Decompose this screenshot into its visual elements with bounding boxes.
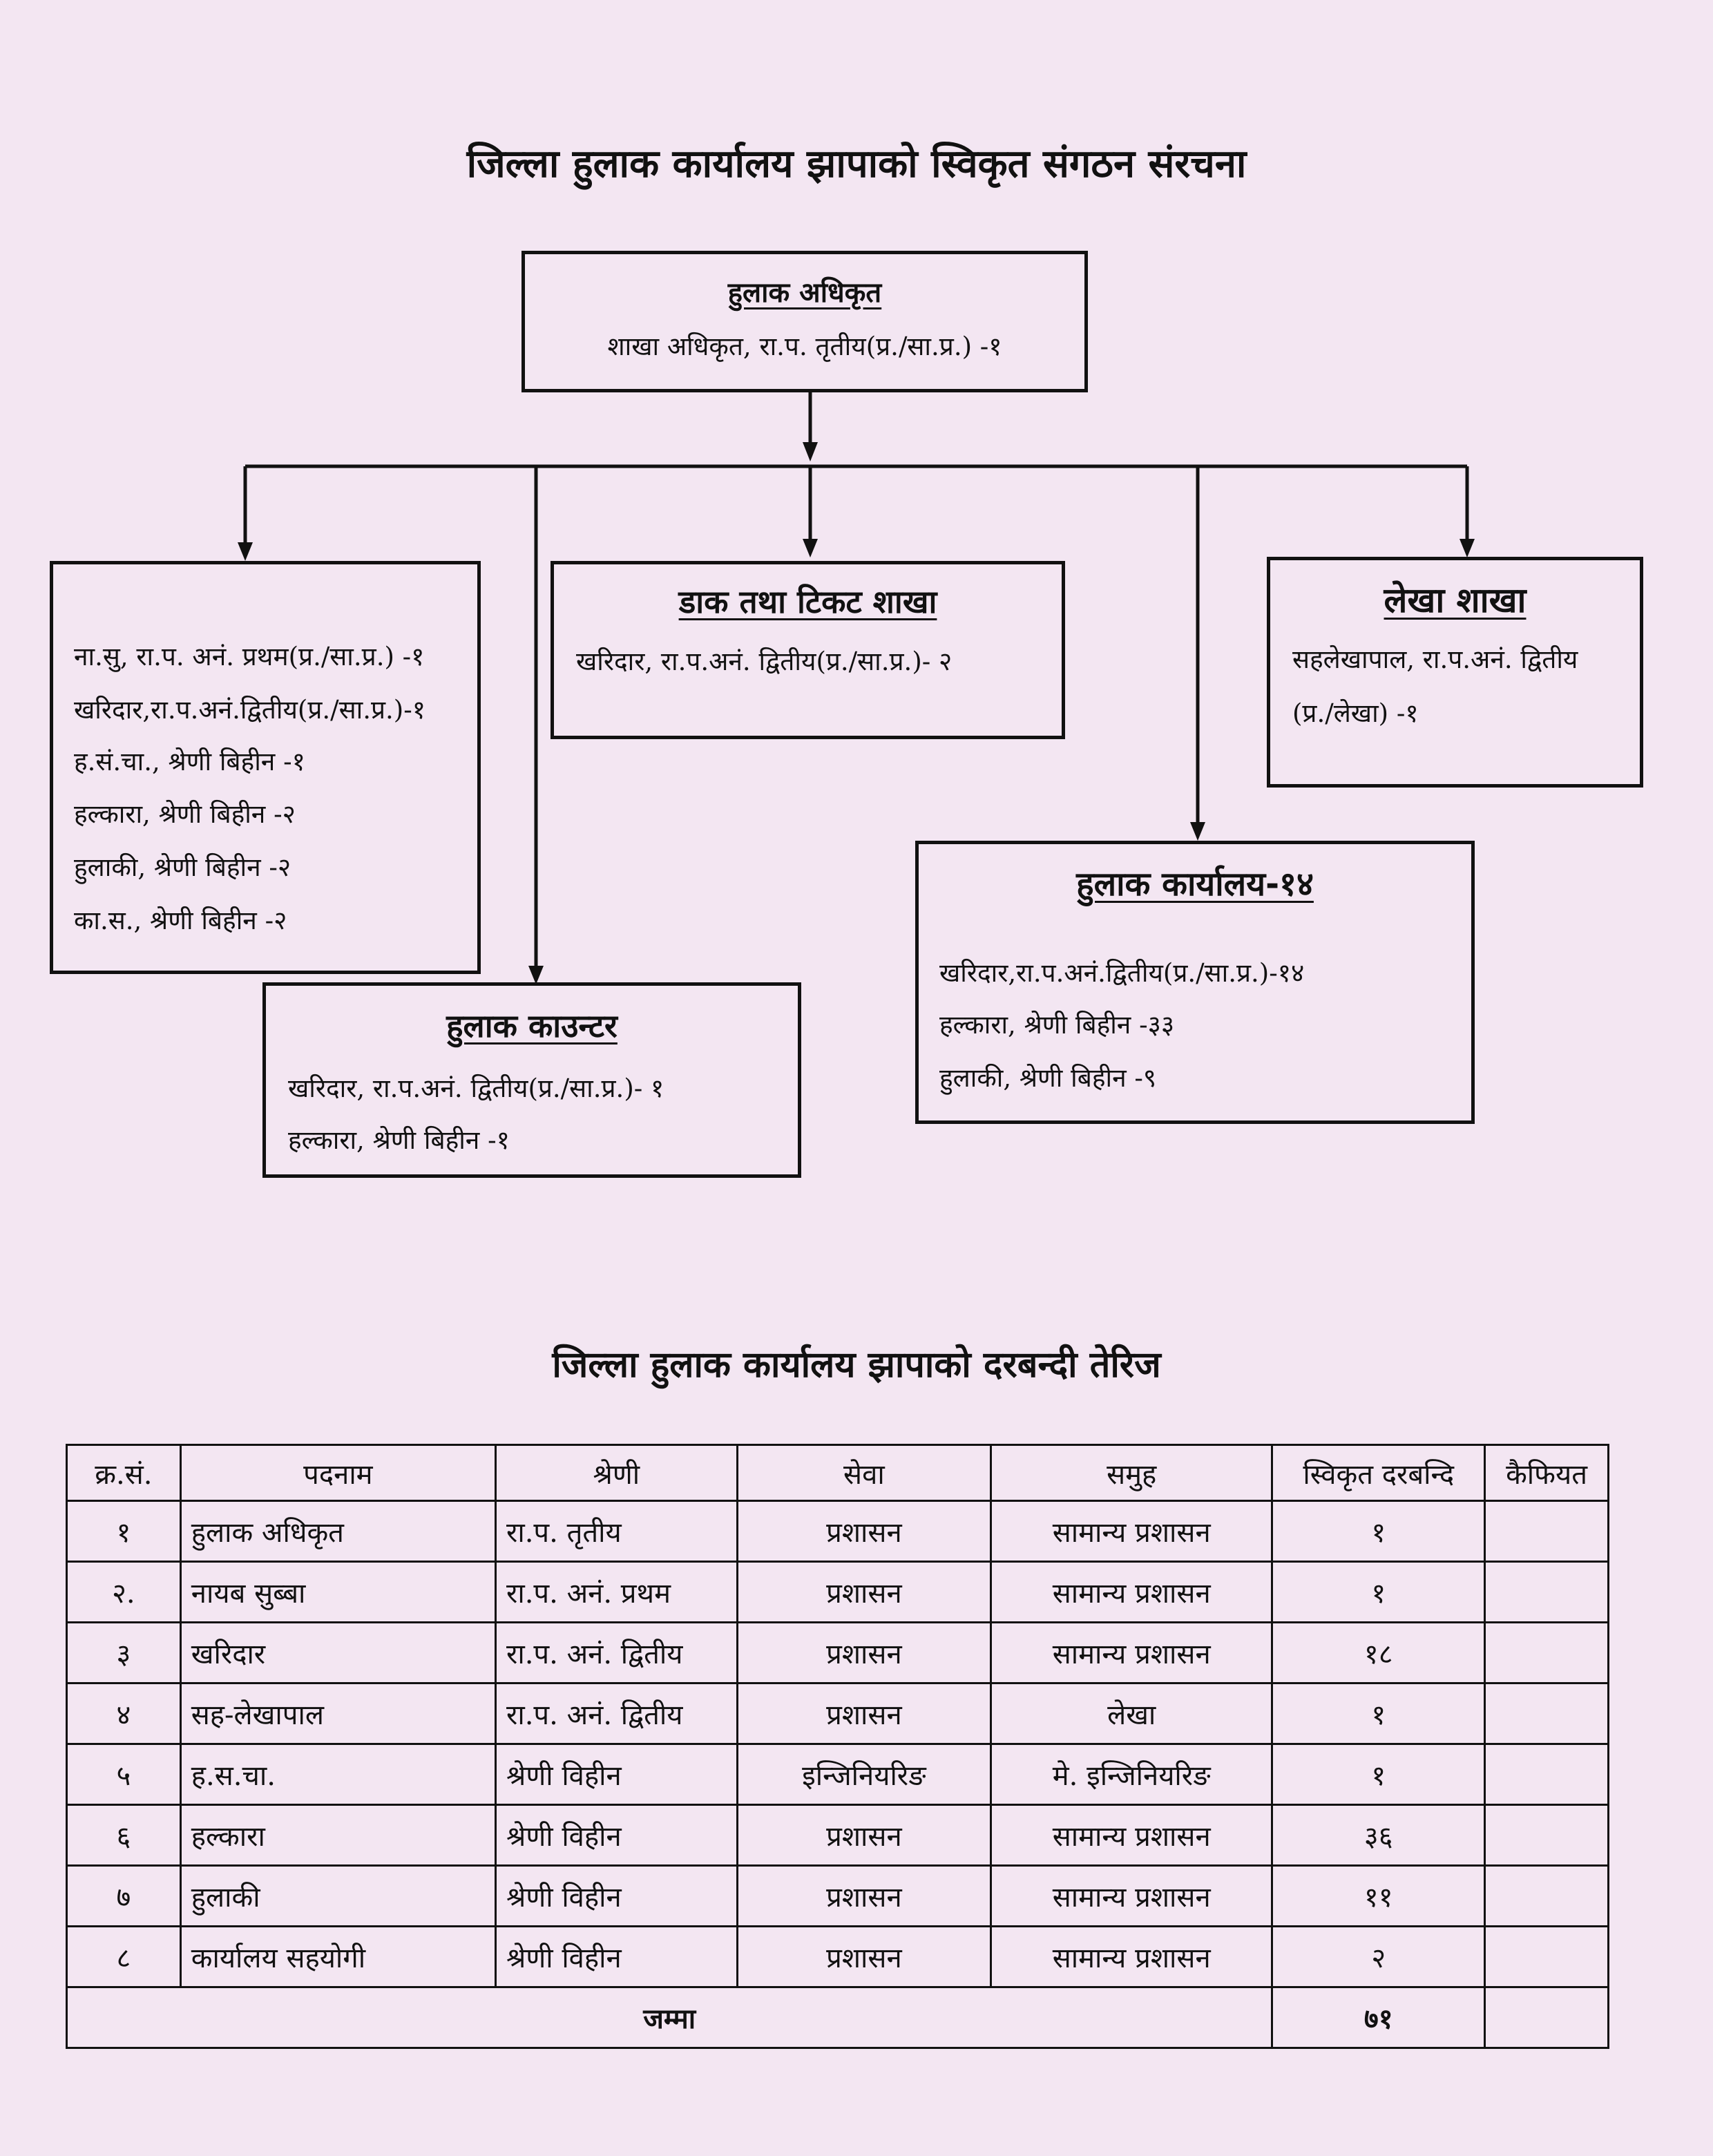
cell-service: प्रशासन [737,1623,991,1683]
cell-approved: १ [1272,1501,1485,1562]
cell-approved: १८ [1272,1623,1485,1683]
cell-group: सामान्य प्रशासन [991,1805,1272,1866]
cell-remarks [1485,1501,1609,1562]
top-box-head: हुलाक अधिकृत [727,277,882,309]
dak-box-line-1: खरिदार, रा.प.अनं. द्वितीय(प्र./सा.प्र.)- २ [576,647,953,676]
post-offices-box [915,841,1475,1124]
cell-service: प्रशासन [737,1683,991,1744]
counter-box-head: हुलाक काउन्टर [446,1007,618,1044]
admin-line: का.स., श्रेणी बिहीन -२ [74,906,287,935]
table-row [67,1927,1609,1987]
top-box-postal-officer [521,251,1088,392]
dak-box-head: डाक तथा टिकट शाखा [678,583,937,620]
cell-service: प्रशासन [737,1927,991,1987]
total-remarks [1485,1987,1609,2048]
cell-group: सामान्य प्रशासन [991,1927,1272,1987]
total-label: जम्मा [67,1987,1272,2048]
dak-ticket-branch-box [551,561,1065,739]
cell-remarks [1485,1623,1609,1683]
cell-post: ह.स.चा. [180,1744,495,1805]
lekha-box-head: लेखा शाखा [1384,580,1527,620]
cell-class: श्रेणी विहीन [496,1805,738,1866]
admin-staff-box [50,561,481,974]
table-header-row [67,1445,1609,1501]
col-header-approved: स्विकृत दरबन्दि [1272,1445,1485,1501]
cell-approved: १ [1272,1744,1485,1805]
postal-counter-box [262,982,801,1178]
cell-post: नायब सुब्बा [180,1562,495,1623]
cell-remarks [1485,1562,1609,1623]
karyalaya-box-head: हुलाक कार्यालय-१४ [1076,865,1314,904]
karyalaya-line: हल्कारा, श्रेणी बिहीन -३३ [939,1010,1175,1040]
cell-remarks [1485,1805,1609,1866]
col-header-group: समुह [991,1445,1272,1501]
cell-approved: १ [1272,1683,1485,1744]
counter-line: हल्कारा, श्रेणी बिहीन -१ [288,1125,510,1155]
lekha-box-line-1: सहलेखापाल, रा.प.अनं. द्वितीय [1292,645,1578,674]
top-box-line-1: शाखा अधिकृत, रा.प. तृतीय(प्र./सा.प्र.) -१ [607,332,1002,361]
cell-approved: ३६ [1272,1805,1485,1866]
cell-service: इन्जिनियरिङ [737,1744,991,1805]
cell-approved: २ [1272,1927,1485,1987]
cell-group: लेखा [991,1683,1272,1744]
cell-post: हुलाकी [180,1866,495,1927]
table-row [67,1623,1609,1683]
table-row [67,1683,1609,1744]
cell-remarks [1485,1683,1609,1744]
cell-class: रा.प. तृतीय [496,1501,738,1562]
cell-service: प्रशासन [737,1866,991,1927]
cell-sn: २. [67,1562,181,1623]
admin-line: हल्कारा, श्रेणी बिहीन -२ [74,799,296,829]
col-header-service: सेवा [737,1445,991,1501]
table-row [67,1805,1609,1866]
cell-sn: ४ [67,1683,181,1744]
table-row [67,1501,1609,1562]
cell-post: खरिदार [180,1623,495,1683]
cell-remarks [1485,1866,1609,1927]
col-header-remarks: कैफियत [1485,1445,1609,1501]
cell-sn: ७ [67,1866,181,1927]
cell-sn: ३ [67,1623,181,1683]
cell-sn: ६ [67,1805,181,1866]
accounts-branch-box [1267,557,1643,788]
cell-post: हल्कारा [180,1805,495,1866]
cell-class: रा.प. अनं. प्रथम [496,1562,738,1623]
karyalaya-line: हुलाकी, श्रेणी बिहीन -९ [939,1063,1157,1093]
col-header-sn: क्र.सं. [67,1445,181,1501]
org-chart-title: जिल्ला हुलाक कार्यालय झापाको स्विकृत संगठन संरचना [466,142,1247,187]
cell-class: श्रेणी विहीन [496,1927,738,1987]
cell-class: श्रेणी विहीन [496,1866,738,1927]
cell-group: सामान्य प्रशासन [991,1866,1272,1927]
cell-service: प्रशासन [737,1501,991,1562]
admin-line: खरिदार,रा.प.अनं.द्वितीय(प्र./सा.प्र.)-१ [74,695,425,725]
lekha-box-line-2: (प्र./लेखा) -१ [1292,698,1419,728]
cell-group: सामान्य प्रशासन [991,1562,1272,1623]
table-title: जिल्ला हुलाक कार्यालय झापाको दरबन्दी तेरिज [552,1344,1161,1386]
cell-sn: ५ [67,1744,181,1805]
admin-line: ह.सं.चा., श्रेणी बिहीन -१ [74,747,305,776]
cell-sn: ८ [67,1927,181,1987]
table-row [67,1744,1609,1805]
cell-post: सह-लेखापाल [180,1683,495,1744]
cell-post: हुलाक अधिकृत [180,1501,495,1562]
cell-approved: १ [1272,1562,1485,1623]
counter-line: खरिदार, रा.प.अनं. द्वितीय(प्र./सा.प्र.)- १ [288,1074,664,1103]
cell-sn: १ [67,1501,181,1562]
cell-class: श्रेणी विहीन [496,1744,738,1805]
table-row [67,1562,1609,1623]
table-row [67,1866,1609,1927]
cell-group: मे. इन्जिनियरिङ [991,1744,1272,1805]
col-header-class: श्रेणी [496,1445,738,1501]
cell-remarks [1485,1927,1609,1987]
admin-line: हुलाकी, श्रेणी बिहीन -२ [74,852,291,882]
cell-service: प्रशासन [737,1805,991,1866]
cell-service: प्रशासन [737,1562,991,1623]
total-value: ७१ [1272,1987,1485,2048]
cell-approved: ११ [1272,1866,1485,1927]
karyalaya-line: खरिदार,रा.प.अनं.द्वितीय(प्र./सा.प्र.)-१४ [939,958,1305,988]
cell-class: रा.प. अनं. द्वितीय [496,1683,738,1744]
cell-remarks [1485,1744,1609,1805]
table-total-row [67,1987,1609,2048]
cell-class: रा.प. अनं. द्वितीय [496,1623,738,1683]
col-header-post: पदनाम [180,1445,495,1501]
staff-quota-table [66,1444,1609,2049]
cell-post: कार्यालय सहयोगी [180,1927,495,1987]
admin-line: ना.सु, रा.प. अनं. प्रथम(प्र./सा.प्र.) -१ [74,642,425,671]
cell-group: सामान्य प्रशासन [991,1623,1272,1683]
cell-group: सामान्य प्रशासन [991,1501,1272,1562]
